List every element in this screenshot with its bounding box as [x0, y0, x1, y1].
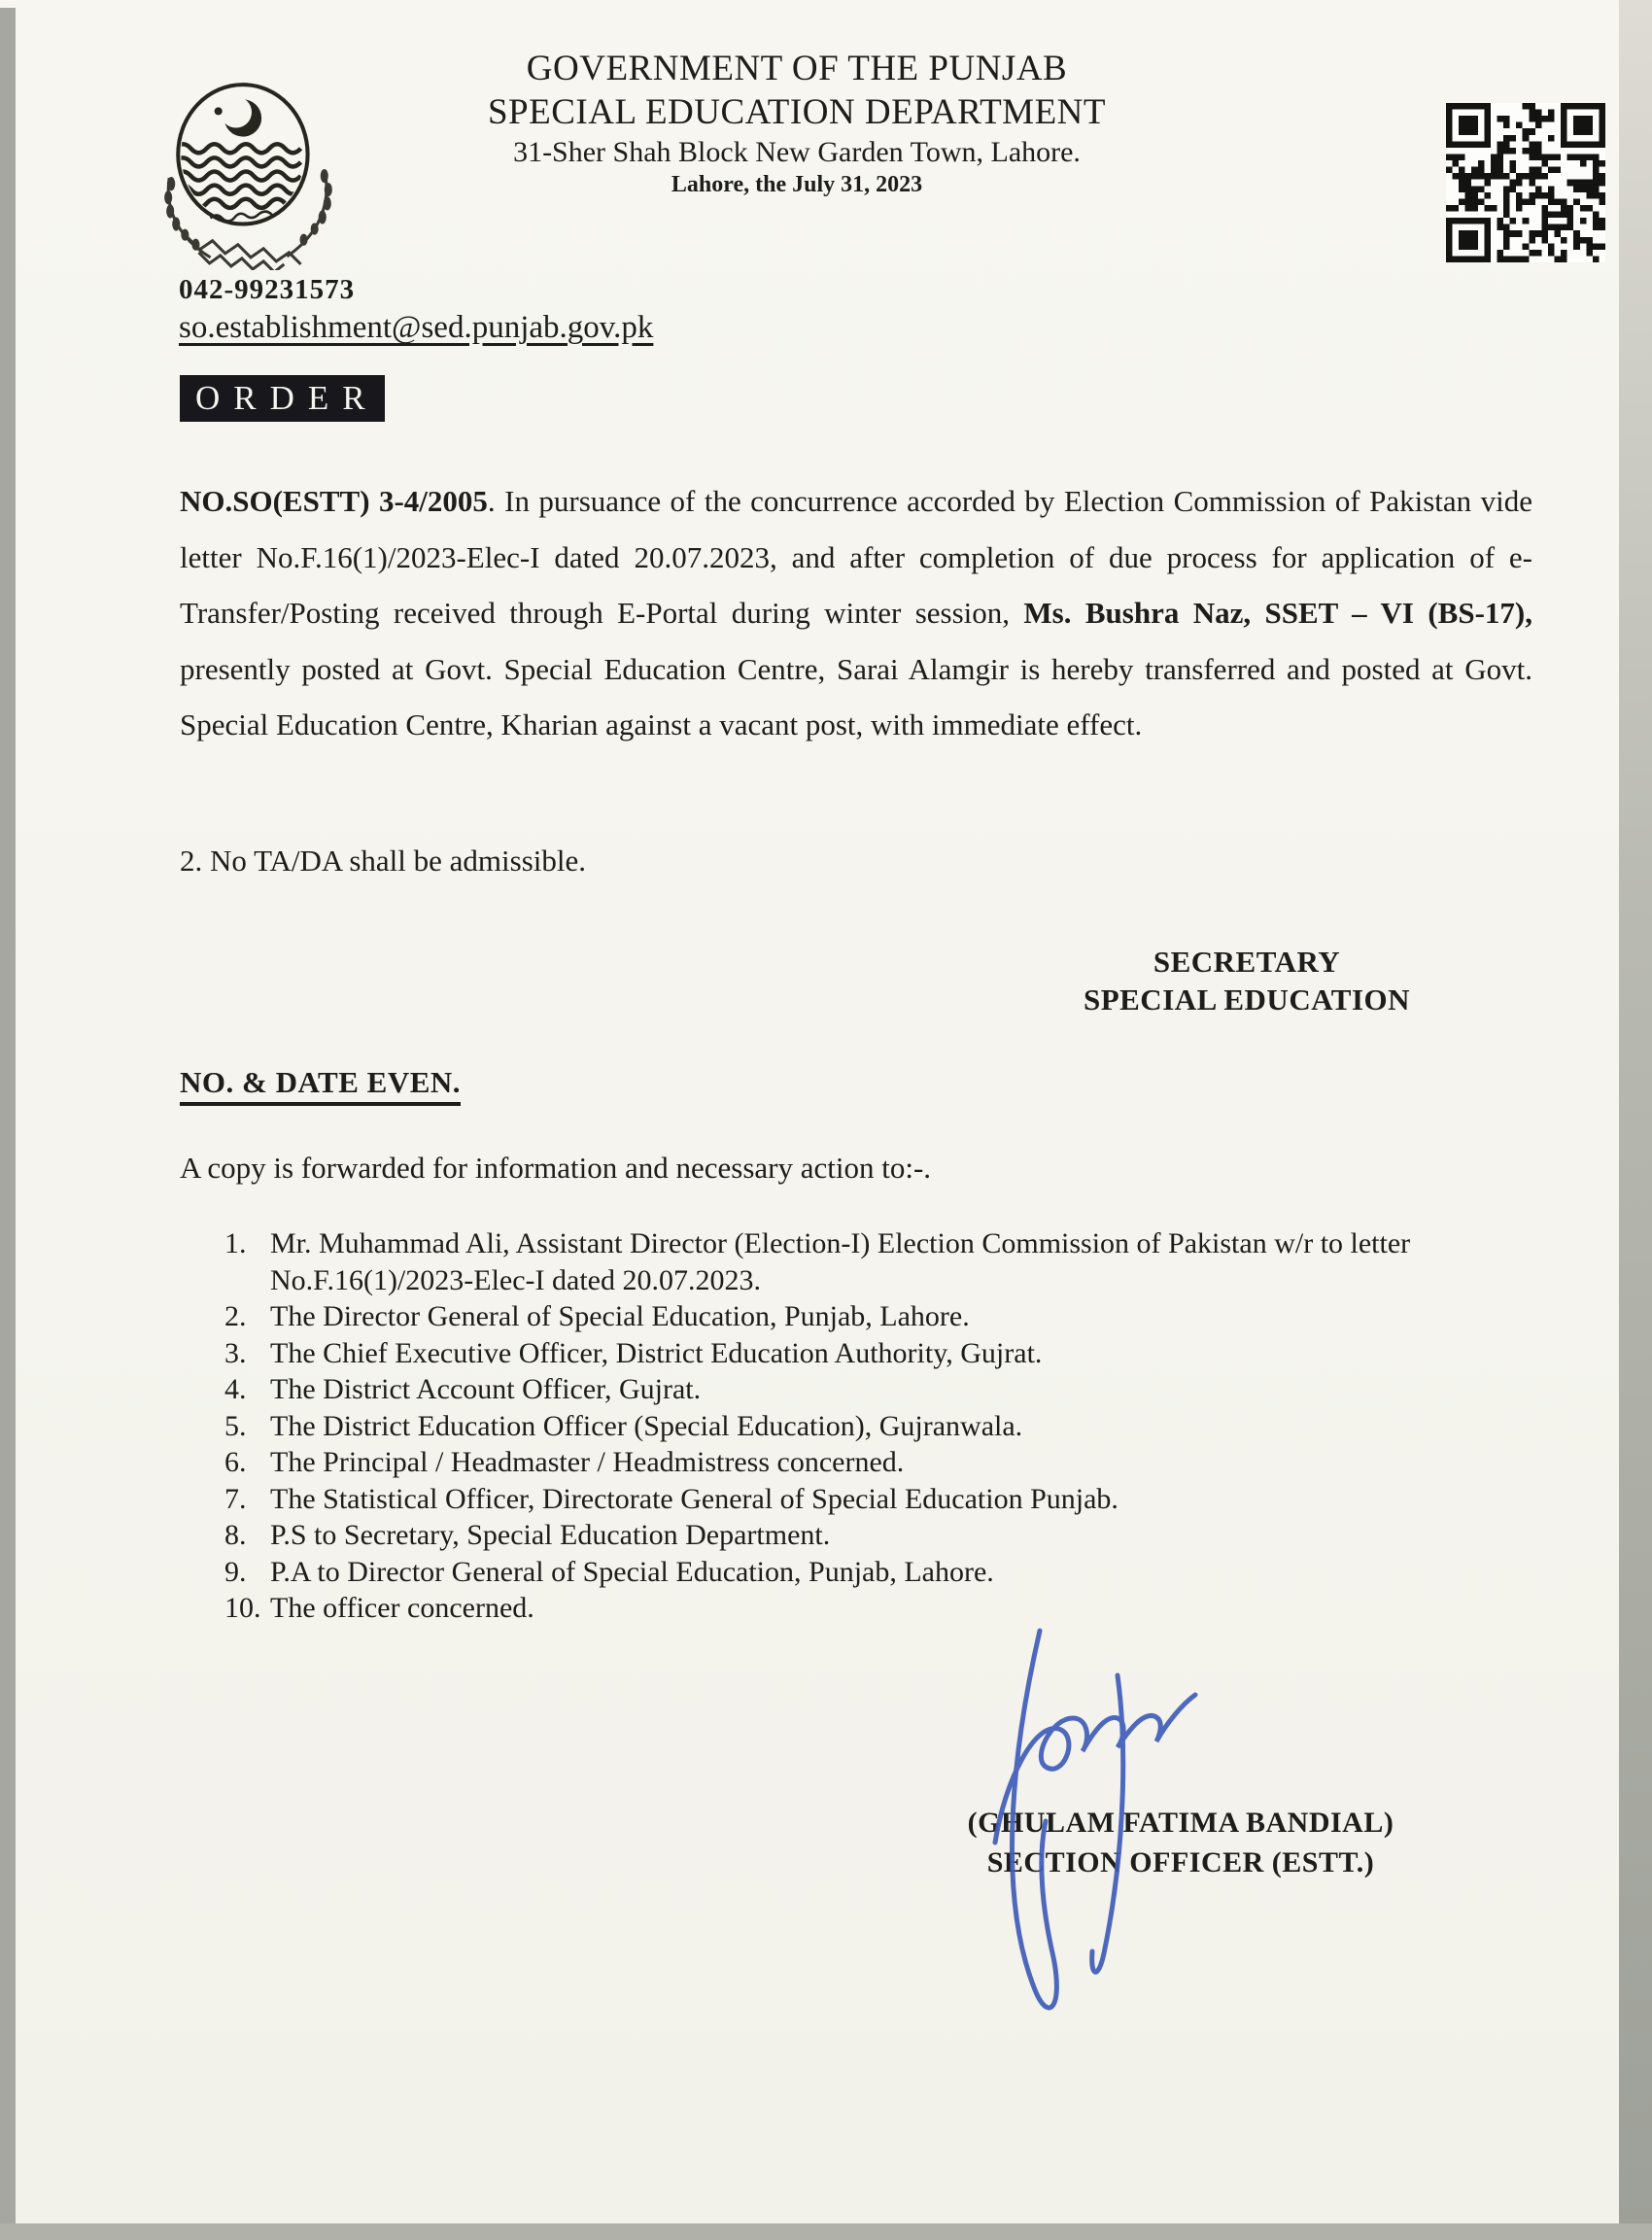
cc-item-number: 6.: [224, 1446, 247, 1478]
cc-list: [224, 1225, 1444, 1627]
secretary-title: SECRETARY: [1153, 945, 1341, 979]
contact-block: [179, 272, 653, 348]
qr-code-icon: [1444, 103, 1607, 262]
cc-list-item: [224, 1335, 1444, 1372]
cc-item-number: 1.: [224, 1227, 247, 1259]
email-address: so.establishment@sed.punjab.gov.pk: [179, 310, 654, 345]
officer-name: (GHULAM FATIMA BANDIAL): [967, 1807, 1394, 1839]
scan-edge-right: [1619, 0, 1652, 2240]
forwarding-line: A copy is forwarded for information and necessary action to:-.: [180, 1151, 932, 1185]
scan-edge-bottom: [0, 2223, 1652, 2240]
cc-list-item: [224, 1481, 1444, 1518]
scan-edge-left: [0, 8, 16, 2240]
cc-item-text: The District Account Officer, Gujrat.: [270, 1373, 702, 1405]
officer-title: SECTION OFFICER (ESTT.): [986, 1846, 1375, 1878]
ta-da-clause: 2. No TA/DA shall be admissible.: [180, 844, 587, 878]
org-address: 31-Sher Shah Block New Garden Town, Lahore.: [513, 136, 1081, 168]
cc-list-item: [224, 1371, 1444, 1408]
org-title-line1: GOVERNMENT OF THE PUNJAB: [526, 49, 1068, 88]
phone-number: 042-99231573: [179, 274, 356, 305]
secretary-signblock: [1072, 943, 1422, 1018]
cc-item-text: Mr. Muhammad Ali, Assistant Director (Election-I) Election Commission of Pakistan w/r to letter No.F.16(1)/2023-Elec-I dated 20.07.2023.: [270, 1227, 1411, 1296]
cc-list-item: [224, 1590, 1444, 1627]
cc-item-number: 8.: [224, 1519, 247, 1551]
cc-list-item: [224, 1517, 1444, 1554]
cc-item-text: P.A to Director General of Special Education, Punjab, Lahore.: [270, 1555, 994, 1588]
dateline: Lahore, the July 31, 2023: [671, 172, 923, 197]
cc-item-number: 10.: [224, 1592, 261, 1624]
cc-list-item: [224, 1225, 1444, 1298]
cc-list-item: [224, 1444, 1444, 1481]
cc-item-text: The officer concerned.: [270, 1592, 534, 1624]
order-body-paragraph: NO.SO(ESTT) 3-4/2005. In pursuance of the concurrence accorded by Election Commission of Pakistan vide letter No.F.16(1)/2023-Elec-I dated 20.07.2023, and after completion of due process for application of e-Transfer/Posting received through E-Portal during winter session, Ms. Bushra Naz, SSET – VI (BS-17), presently posted at Govt. Special Education Centre, Sarai Alamgir is hereby transferred and posted at Govt. Special Education Centre, Kharian against a vacant post, with immediate effect.: [180, 484, 1532, 741]
cc-item-text: The Statistical Officer, Directorate General of Special Education Punjab.: [270, 1482, 1119, 1515]
cc-item-text: The District Education Officer (Special Education), Gujranwala.: [270, 1409, 1023, 1442]
cc-item-number: 3.: [224, 1336, 247, 1369]
cc-item-text: The Chief Executive Officer, District Education Authority, Gujrat.: [270, 1336, 1043, 1369]
cc-item-number: 2.: [224, 1300, 247, 1332]
cc-item-number: 4.: [224, 1373, 247, 1405]
signature-ink-icon: [945, 1615, 1248, 2064]
cc-item-number: 7.: [224, 1482, 247, 1515]
order-heading: ORDER: [180, 375, 385, 422]
no-date-even-heading: NO. & DATE EVEN.: [180, 1065, 461, 1100]
secretary-dept: SPECIAL EDUCATION: [1083, 982, 1411, 1017]
cc-item-text: P.S to Secretary, Special Education Department.: [270, 1519, 831, 1551]
cc-item-text: The Principal / Headmaster / Headmistress concerned.: [270, 1446, 905, 1478]
cc-item-text: The Director General of Special Education, Punjab, Lahore.: [270, 1300, 970, 1332]
org-title-line2: SPECIAL EDUCATION DEPARTMENT: [487, 92, 1106, 132]
punjab-crest-logo-icon: [152, 74, 348, 270]
cc-list-item: [224, 1298, 1444, 1335]
letterhead: [377, 47, 1217, 200]
cc-item-number: 5.: [224, 1409, 247, 1442]
cc-list-item: [224, 1408, 1444, 1445]
cc-item-number: 9.: [224, 1555, 247, 1588]
cc-list-item: [224, 1554, 1444, 1591]
